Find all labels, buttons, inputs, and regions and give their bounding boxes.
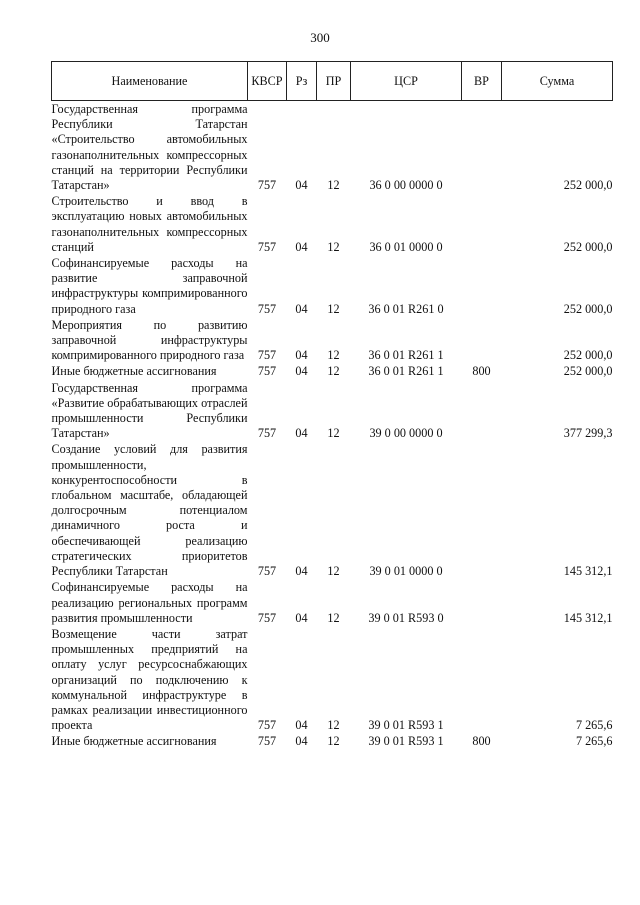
row-kvsr: 757 [257,239,277,254]
row-sum: 252 000,0 [563,178,613,193]
row-rz: 04 [295,734,308,749]
row-vr [462,317,502,364]
row-name: Мероприятия по развитию заправочной инфраструктуры компримированного природного газа [51,317,248,363]
row-name: Иные бюджетные ассигнования [51,364,217,379]
row-vr: 800 [472,734,491,749]
row-kvsr: 757 [257,734,277,749]
row-kvsr: 757 [257,348,277,363]
row-vr [462,101,502,194]
table-row [52,193,613,255]
column-header-csr: ЦСР [351,62,462,101]
row-rz: 04 [295,348,308,363]
row-name: Государственная программа Республики Татарстан «Строительство автомобильных газонаполнительных компрессорных станций на территории Республики Татарстан» [51,102,248,193]
row-sum: 145 312,1 [563,564,613,579]
table-row [52,579,613,626]
column-header-sum: Сумма [502,62,613,101]
row-sum: 252 000,0 [563,364,613,379]
column-header-rz: Рз [287,62,317,101]
row-name: Иные бюджетные ассигнования [51,734,217,749]
row-kvsr: 757 [257,426,277,441]
row-rz: 04 [295,718,308,733]
row-pr: 12 [327,426,340,441]
row-csr: 39 0 01 R593 1 [368,718,444,733]
column-header-kvsr: КВСР [248,62,287,101]
table-row [52,733,613,749]
row-name: Строительство и ввод в эксплуатацию новых автомобильных газонаполнительных компрессорных станций [51,194,248,254]
table-header-row [52,62,613,101]
row-rz: 04 [295,610,308,625]
row-vr [462,579,502,626]
row-sum: 7 265,6 [575,718,613,733]
row-pr: 12 [327,178,340,193]
row-rz: 04 [295,426,308,441]
row-rz: 04 [295,564,308,579]
row-rz: 04 [295,239,308,254]
table-row [52,101,613,194]
row-pr: 12 [327,734,340,749]
row-csr: 36 0 01 0000 0 [369,239,443,254]
row-pr: 12 [327,564,340,579]
row-pr: 12 [327,301,340,316]
row-kvsr: 757 [257,610,277,625]
row-sum: 145 312,1 [563,610,613,625]
row-sum: 252 000,0 [563,301,613,316]
row-csr: 39 0 00 0000 0 [369,426,443,441]
row-rz: 04 [295,178,308,193]
row-csr: 36 0 01 R261 0 [368,301,444,316]
row-vr [462,193,502,255]
budget-table [51,61,613,750]
row-vr: 800 [472,364,491,379]
row-csr: 39 0 01 R593 0 [368,610,444,625]
row-csr: 36 0 00 0000 0 [369,178,443,193]
row-pr: 12 [327,364,340,379]
row-pr: 12 [327,610,340,625]
row-pr: 12 [327,239,340,254]
row-kvsr: 757 [257,178,277,193]
row-csr: 39 0 01 0000 0 [369,564,443,579]
table-row [52,255,613,317]
row-name: Софинансируемые расходы на развитие заправочной инфраструктуры компримированного природного газа [51,256,248,316]
row-csr: 39 0 01 R593 1 [368,734,444,749]
row-csr: 36 0 01 R261 1 [368,364,444,379]
row-kvsr: 757 [257,301,277,316]
row-kvsr: 757 [257,718,277,733]
row-sum: 7 265,6 [575,734,613,749]
row-sum: 377 299,3 [563,426,613,441]
row-pr: 12 [327,718,340,733]
row-kvsr: 757 [257,364,277,379]
row-name: Государственная программа «Развитие обрабатывающих отраслей промышленности Республики Татарстан» [51,380,248,441]
row-pr: 12 [327,348,340,363]
row-kvsr: 757 [257,564,277,579]
row-name: Создание условий для развития промышленности, конкурентоспособности в глобальном масштабе, обладающей долгосрочным потенциалом динамичного роста и обеспечивающей реализацию стратегических приоритетов Республики Татарстан [51,442,248,579]
page-number: 300 [310,30,330,45]
table-row [52,441,613,579]
row-csr: 36 0 01 R261 1 [368,348,444,363]
row-vr [462,441,502,579]
row-name: Софинансируемые расходы на реализацию региональных программ развития промышленности [51,580,248,625]
column-header-pr: ПР [317,62,351,101]
row-vr [462,626,502,733]
row-name: Возмещение части затрат промышленных предприятий на оплату услуг ресурсоснабжающих организаций по подключению к коммунальной инфраструктуре в рамках реализации инвестиционного проекта [51,626,248,733]
row-sum: 252 000,0 [563,239,613,254]
row-sum: 252 000,0 [563,348,613,363]
row-rz: 04 [295,301,308,316]
table-row [52,317,613,364]
table-row [52,363,613,379]
table-row [52,626,613,733]
row-vr [462,380,502,442]
column-header-name: Наименование [52,62,248,101]
column-header-vr: ВР [462,62,502,101]
row-rz: 04 [295,364,308,379]
table-row [52,380,613,442]
row-vr [462,255,502,317]
